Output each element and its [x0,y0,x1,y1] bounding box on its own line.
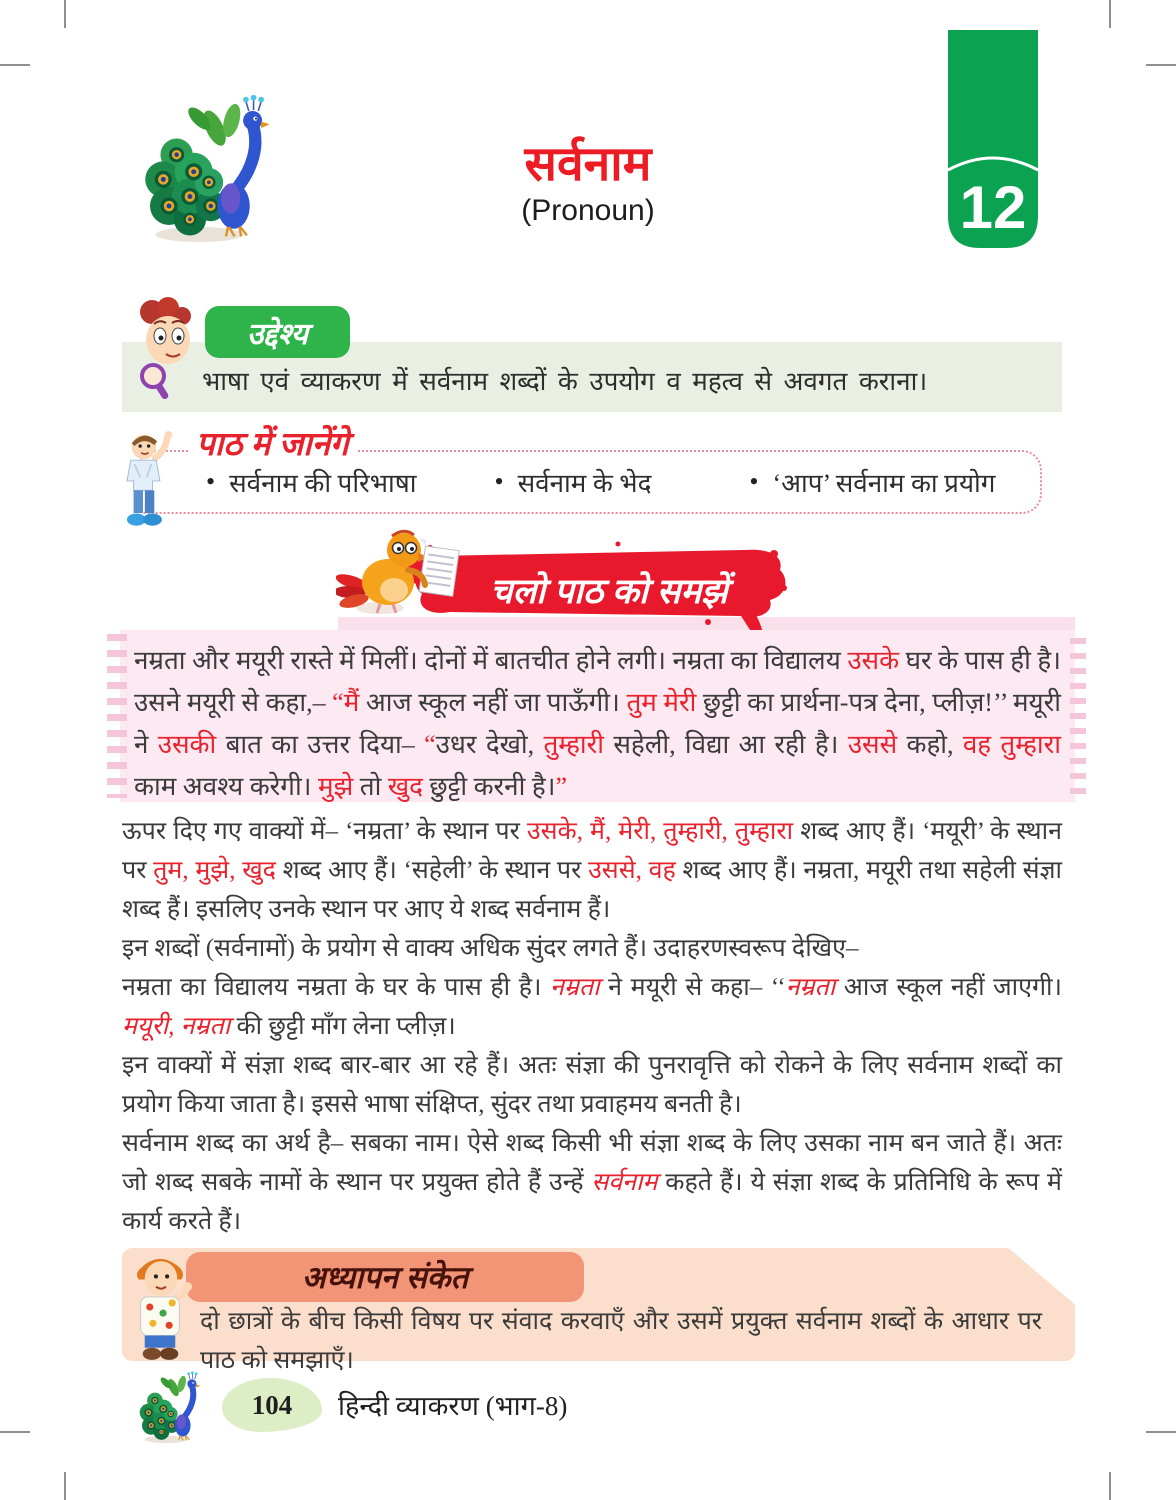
teaching-hint-text: दो छात्रों के बीच किसी विषय पर संवाद करवाएँ और उसमें प्रयुक्त सर्वनाम शब्दों के आधार पर पाठ को समझाएँ। [200,1308,1042,1374]
page-number: 104 [251,1389,293,1420]
objective-text: भाषा एवं व्याकरण में सर्वनाम शब्दों के उपयोग व महत्व से अवगत कराना। [202,367,928,396]
bullet-icon: • [494,467,504,496]
objective-heading: उद्देश्य [205,306,350,358]
bullet-icon: • [206,467,216,496]
bullet-icon: • [749,467,759,496]
crop-mark-bottom-left-h [0,1431,30,1433]
footer-peacock-icon [126,1370,232,1444]
learn-section-heading: पाठ में जानेंगे [188,420,357,465]
crop-mark-bottom-right-v [1109,1472,1111,1500]
story-highlight-block [120,630,1075,802]
crop-mark-top-right-h [1146,64,1176,66]
bird-newspaper-icon [336,522,476,622]
chapter-number-tab [948,30,1038,248]
learn-item-label: सर्वनाम के भेद [517,469,652,498]
explanation-paragraph-5: सर्वनाम शब्द का अर्थ है– सबका नाम। ऐसे शब्द किसी भी संज्ञा शब्द के लिए उसका नाम बन जाते हैं। अतः जो शब्द सबके नामों के स्थान पर प्रयुक्त होते हैं उन्हें सर्वनाम कहते हैं। ये संज्ञा शब्द के प्रतिनिधि के रूप में कार्य करते हैं। [122,1130,1062,1235]
boy-magnifier-icon [126,296,206,400]
explanation-text [122,812,1062,1241]
crop-mark-top-left-v [64,0,66,28]
book-title: हिन्दी व्याकरण (भाग-8) [338,1391,568,1421]
explanation-paragraph-3: नम्रता का विद्यालय नम्रता के घर के पास ही है। नम्रता ने मयूरी से कहा– ‘‘नम्रता आज स्कूल नहीं जाएगी। मयूरी, नम्रता की छुट्टी माँग लेना प्लीज़। [122,974,1062,1040]
crop-mark-bottom-left-v [64,1472,66,1500]
explanation-paragraph-2: इन शब्दों (सर्वनामों) के प्रयोग से वाक्य अधिक सुंदर लगते हैं। उदाहरणस्वरूप देखिए– [122,935,859,962]
crop-mark-bottom-right-h [1146,1431,1176,1433]
explanation-paragraph-4: इन वाक्यों में संज्ञा शब्द बार-बार आ रहे हैं। अतः संज्ञा की पुनरावृत्ति को रोकने के लिए सर्वनाम शब्दों का प्रयोग किया जाता है। इससे भाषा संक्षिप्त, सुंदर तथा प्रवाहमय बनती है। [122,1052,1062,1118]
waving-boy-icon [110,428,176,532]
hint-boy-icon [124,1250,196,1364]
page-subtitle: (Pronoun) [521,194,655,228]
page-number-badge [222,1378,322,1432]
story-paragraph: नम्रता और मयूरी रास्ते में मिलीं। दोनों में बातचीत होने लगी। नम्रता का विद्यालय उसके घर के पास ही है। उसने मयूरी से कहा,– “मैं आज स्कूल नहीं जा पाऊँगी। तुम मेरी छुट्टी का प्रार्थना-पत्र देना, प्लीज़!’’ मयूरी ने उसकी बात का उत्तर दिया– “उधर देखो, तुम्हारी सहेली, विद्या आ रही है। उससे कहो, वह तुम्हारा काम अवश्य करेगी। मुझे तो खुद छुट्टी करनी है।” [134,646,1062,801]
teaching-hint-heading: अध्यापन संकेत [186,1252,584,1302]
learn-item-label: सर्वनाम की परिभाषा [229,469,417,498]
crop-mark-top-right-v [1109,0,1111,28]
learn-item-3 [749,464,995,500]
crop-mark-top-left-h [0,64,30,66]
learn-item-2 [494,464,651,500]
page-title: सर्वनाम [524,138,652,191]
explanation-paragraph-1: ऊपर दिए गए वाक्यों में– ‘नम्रता’ के स्थान पर उसके, मैं, मेरी, तुम्हारी, तुम्हारा शब्द आए हैं। ‘मयूरी’ के स्थान पर तुम, मुझे, खुद शब्द आए हैं। ‘सहेली’ के स्थान पर उससे, वह शब्द आए हैं। नम्रता, मयूरी तथा सहेली संज्ञा शब्द हैं। इसलिए उनके स्थान पर आए ये शब्द सर्वनाम हैं। [122,818,1063,923]
learn-item-label: ‘आप’ सर्वनाम का प्रयोग [772,469,996,498]
understand-heading: चलो पाठ को समझें [490,571,728,611]
chapter-number: 12 [959,174,1027,241]
learn-item-1 [206,464,416,500]
